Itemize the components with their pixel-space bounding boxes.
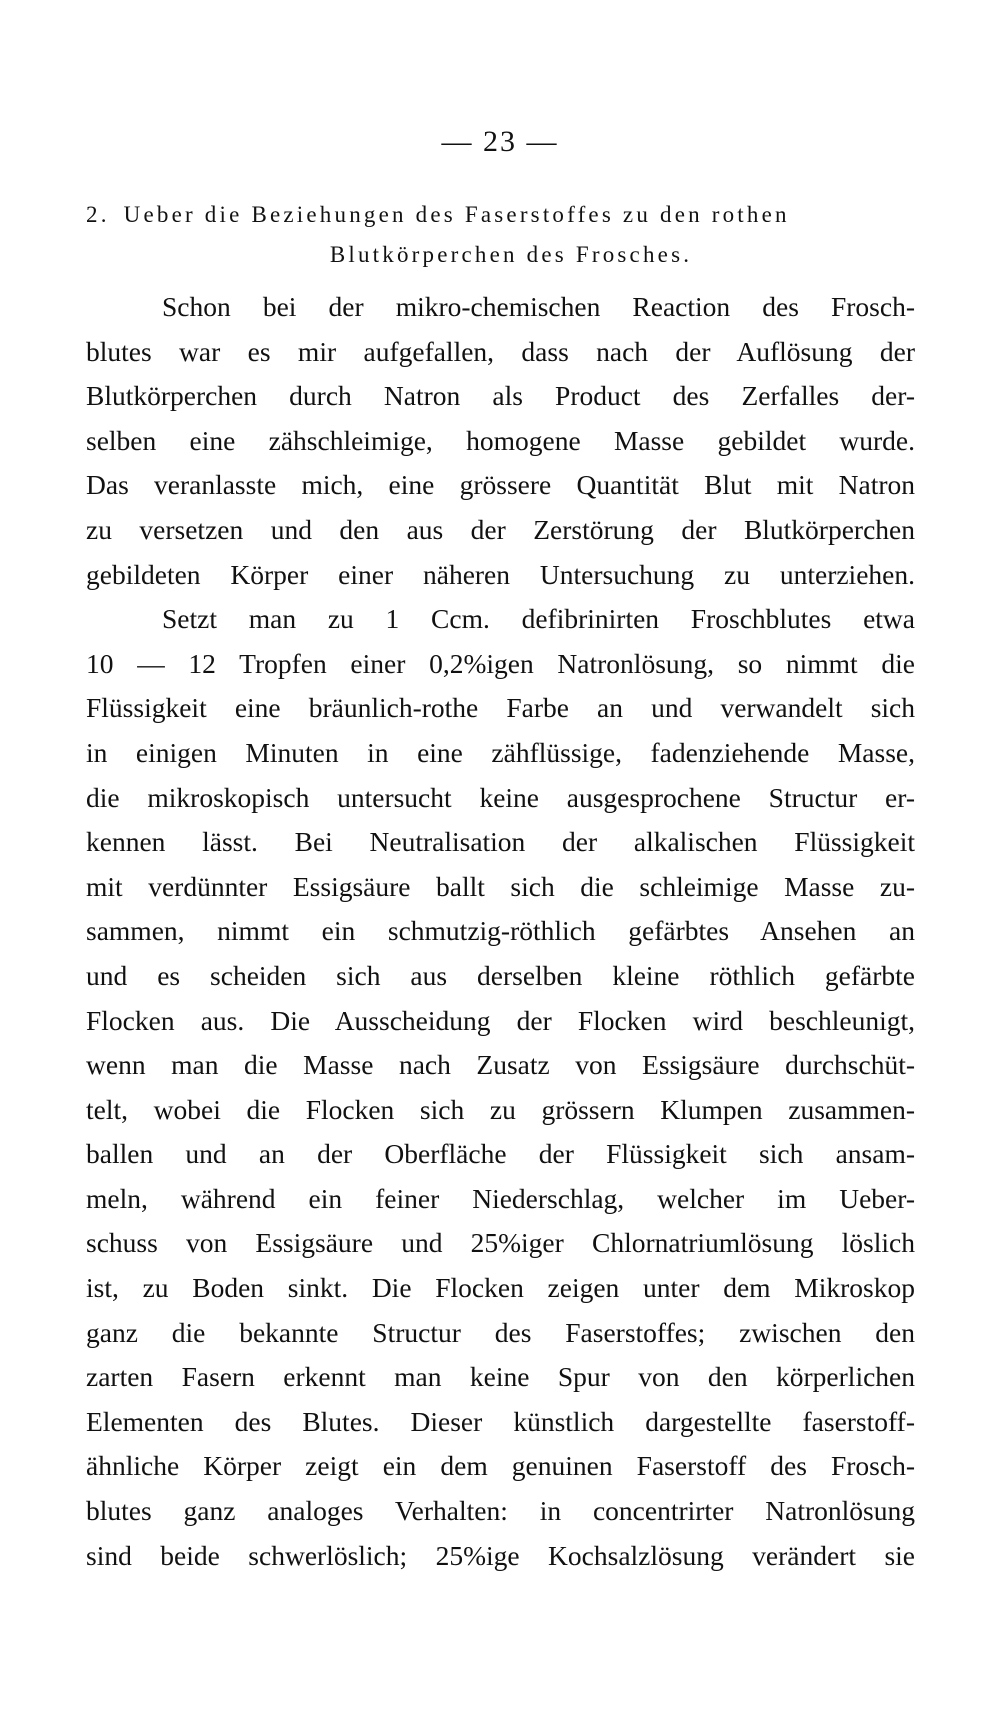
paragraph-line: 10 — 12 Tropfen einer 0,2%igen Natronlösung, so nimmt die <box>86 647 915 679</box>
body-text <box>86 285 915 1578</box>
section-title-line-2: Blutkörperchen des Frosches. <box>329 242 693 267</box>
paragraph-line: telt, wobei die Flocken sich zu grössern Klumpen zusammen- <box>86 1093 915 1125</box>
section-heading <box>86 195 916 275</box>
section-heading-line-1 <box>86 195 916 235</box>
paragraph-line: schuss von Essigsäure und 25%iger Chlornatriumlösung löslich <box>86 1227 915 1259</box>
paragraph-line: sammen, nimmt ein schmutzig-röthlich gefärbtes Ansehen an <box>86 915 915 947</box>
paragraph-line: Flocken aus. Die Ausscheidung der Flocken wird beschleunigt, <box>86 1004 915 1036</box>
paragraph-line: Das veranlasste mich, eine grössere Quantität Blut mit Natron <box>86 469 915 501</box>
paragraph-line: kennen lässt. Bei Neutralisation der alkalischen Flüssigkeit <box>86 826 915 858</box>
paragraph-line: Flüssigkeit eine bräunlich-rothe Farbe an und verwandelt sich <box>86 692 915 724</box>
paragraph-line: Schon bei der mikro-chemischen Reaction des Frosch- <box>162 291 915 322</box>
section-title-line-1: Ueber die Beziehungen des Faserstoffes zu den rothen <box>123 202 790 227</box>
paragraph-line: meln, während ein feiner Niederschlag, welcher im Ueber- <box>86 1182 915 1214</box>
section-number: 2. <box>86 202 110 227</box>
paragraph-line: Blutkörperchen durch Natron als Product des Zerfalles der- <box>86 380 915 412</box>
paragraph-line: Setzt man zu 1 Ccm. defibrinirten Froschblutes etwa <box>162 603 915 635</box>
paragraph-line: wenn man die Masse nach Zusatz von Essigsäure durchschüt- <box>86 1049 915 1081</box>
paragraph-line: gebildeten Körper einer näheren Untersuchung zu unterziehen. <box>86 558 915 590</box>
paragraph-line: selben eine zähschleimige, homogene Masse gebildet wurde. <box>86 424 915 456</box>
paragraph-line: sind beide schwerlöslich; 25%ige Kochsalzlösung verändert sie <box>86 1539 915 1571</box>
page-number: — 23 — <box>441 125 559 158</box>
paragraph-line: zu versetzen und den aus der Zerstörung der Blutkörperchen <box>86 513 915 545</box>
paragraph-line: ist, zu Boden sinkt. Die Flocken zeigen unter dem Mikroskop <box>86 1272 915 1304</box>
paragraph-line: ballen und an der Oberfläche der Flüssigkeit sich ansam- <box>86 1138 915 1170</box>
paragraph-line: blutes ganz analoges Verhalten: in concentrirter Natronlösung <box>86 1495 915 1527</box>
paragraph-line: blutes war es mir aufgefallen, dass nach der Auflösung der <box>86 335 915 367</box>
paragraph-line: und es scheiden sich aus derselben kleine röthlich gefärbte <box>86 959 915 991</box>
paragraph-line: in einigen Minuten in eine zähflüssige, fadenziehende Masse, <box>86 736 915 768</box>
paragraph-line: Elementen des Blutes. Dieser künstlich dargestellte faserstoff- <box>86 1405 915 1437</box>
paragraph-line: mit verdünnter Essigsäure ballt sich die schleimige Masse zu- <box>86 870 915 902</box>
paragraph-line: zarten Fasern erkennt man keine Spur von den körperlichen <box>86 1361 915 1393</box>
paragraph-line: die mikroskopisch untersucht keine ausgesprochene Structur er- <box>86 781 915 813</box>
paragraph-line: ähnliche Körper zeigt ein dem genuinen Faserstoff des Frosch- <box>86 1450 915 1482</box>
paragraph-line: ganz die bekannte Structur des Faserstoffes; zwischen den <box>86 1316 915 1348</box>
